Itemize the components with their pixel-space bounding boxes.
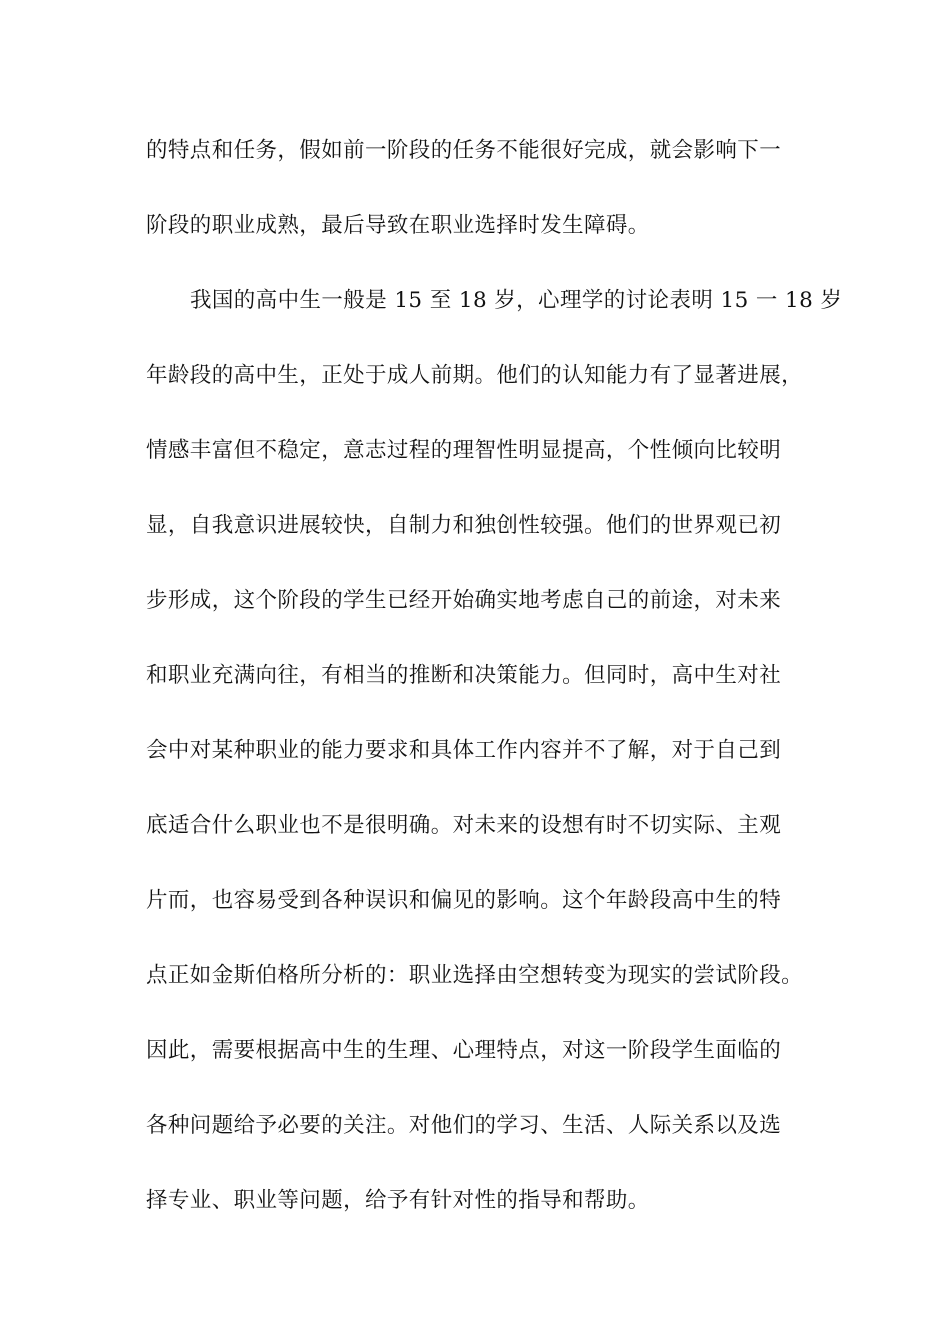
text-line: 择专业、职业等问题，给予有针对性的指导和帮助。 (146, 1188, 650, 1213)
text-line: 步形成，这个阶段的学生已经开始确实地考虑自己的前途，对未来 (146, 588, 782, 613)
text-line: 阶段的职业成熟，最后导致在职业选择时发生障碍。 (146, 213, 650, 238)
text-line: 片而，也容易受到各种误识和偏见的影响。这个年龄段高中生的特 (146, 888, 782, 913)
text-line: 因此，需要根据高中生的生理、心理特点，对这一阶段学生面临的 (146, 1038, 782, 1063)
text-line: 和职业充满向往，有相当的推断和决策能力。但同时，高中生对社 (146, 663, 782, 688)
text-line: 情感丰富但不稳定，意志过程的理智性明显提高，个性倾向比较明 (146, 438, 782, 463)
paragraph-main (146, 263, 843, 1238)
text-line: 底适合什么职业也不是很明确。对未来的设想有时不切实际、主观 (146, 813, 782, 838)
text-line: 会中对某种职业的能力要求和具体工作内容并不了解，对于自己到 (146, 738, 782, 763)
text-line: 各种问题给予必要的关注。对他们的学习、生活、人际关系以及选 (146, 1113, 782, 1138)
paragraph-continuation (146, 113, 836, 263)
text-line: 显，自我意识进展较快，自制力和独创性较强。他们的世界观已初 (146, 513, 782, 538)
text-line-indented: 我国的高中生一般是 15 至 18 岁，心理学的讨论表明 15 一 18 岁 (190, 288, 843, 313)
text-line: 的特点和任务，假如前一阶段的任务不能很好完成，就会影响下一 (146, 138, 782, 163)
text-line: 年龄段的高中生，正处于成人前期。他们的认知能力有了显著进展， (146, 363, 804, 388)
text-line: 点正如金斯伯格所分析的：职业选择由空想转变为现实的尝试阶段。 (146, 963, 804, 988)
